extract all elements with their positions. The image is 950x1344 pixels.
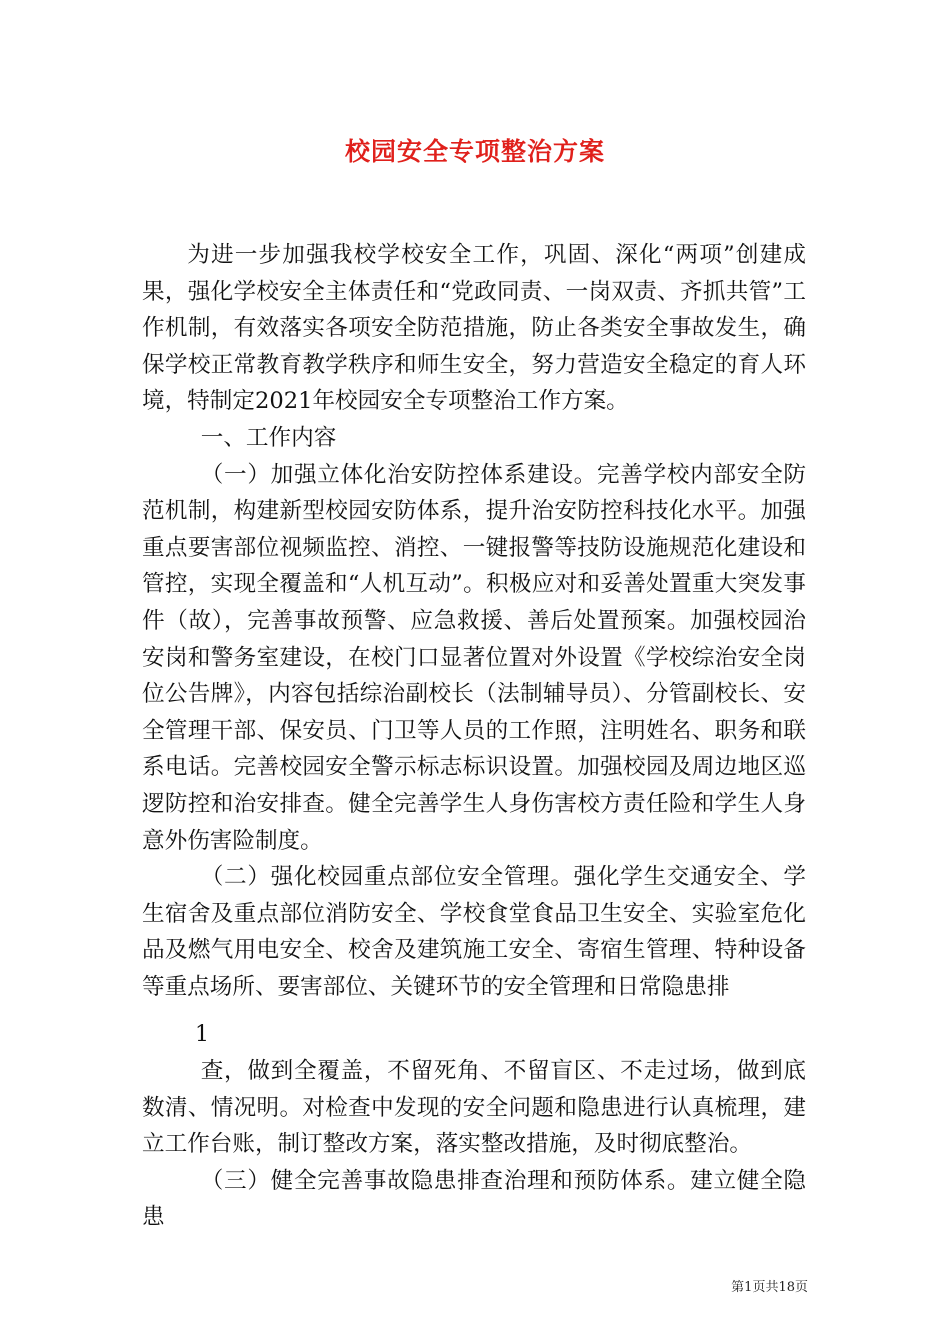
document-title: 校园安全专项整治方案 (344, 137, 605, 166)
subsection-2-paragraph: （二）强化校园重点部位安全管理。强化学生交通安全、学生宿舍及重点部位消防安全、学校食堂食品卫生安全、实验室危化品及燃气用电安全、校舍及建筑施工安全、寄宿生管理、特种设备等重点场所、要害部位、关键环节的安全管理和日常隐患排 (142, 864, 806, 1000)
page-footer: 第1页共18页 (731, 1280, 808, 1295)
document-body-part1 (142, 237, 806, 1005)
continued-paragraph: 查，做到全覆盖，不留死角、不留盲区、不走过场，做到底数清、情况明。对检查中发现的安全问题和隐患进行认真梳理，建立工作台账，制订整改方案，落实整改措施，及时彻底整治。 (142, 1058, 806, 1158)
intro-paragraph: 为进一步加强我校学校安全工作，巩固、深化“两项”创建成果，强化学校安全主体责任和“党政同责、一岗双责、齐抓共管”工作机制，有效落实各项安全防范措施，防止各类安全事故发生，确保学校正常教育教学秩序和师生安全，努力营造安全稳定的育人环境，特制定2021年校园安全专项整治工作方案。 (142, 242, 806, 415)
page-break-number: 1 (195, 1022, 209, 1047)
subsection-3-paragraph: （三）健全完善事故隐患排查治理和预防体系。建立健全隐患 (142, 1167, 806, 1231)
section-heading-work-content: 一、工作内容 (200, 424, 337, 451)
subsection-1-paragraph: （一）加强立体化治安防控体系建设。完善学校内部安全防范机制，构建新型校园安防体系，提升治安防控科技化水平。加强重点要害部位视频监控、消控、一键报警等技防设施规范化建设和管控，实现全覆盖和“人机互动”。积极应对和妥善处置重大突发事件（故），完善事故预警、应急救援、善后处置预案。加强校园治安岗和警务室建设，在校门口显著位置对外设置《学校综治安全岗位公告牌》，内容包括综治副校长（法制辅导员）、分管副校长、安全管理干部、保安员、门卫等人员的工作照，注明姓名、职务和联系电话。完善校园安全警示标志标识设置。加强校园及周边地区巡逻防控和治安排查。健全完善学生人身伤害校方责任险和学生人身意外伤害险制度。 (142, 461, 806, 854)
document-body-part2 (142, 1053, 806, 1236)
